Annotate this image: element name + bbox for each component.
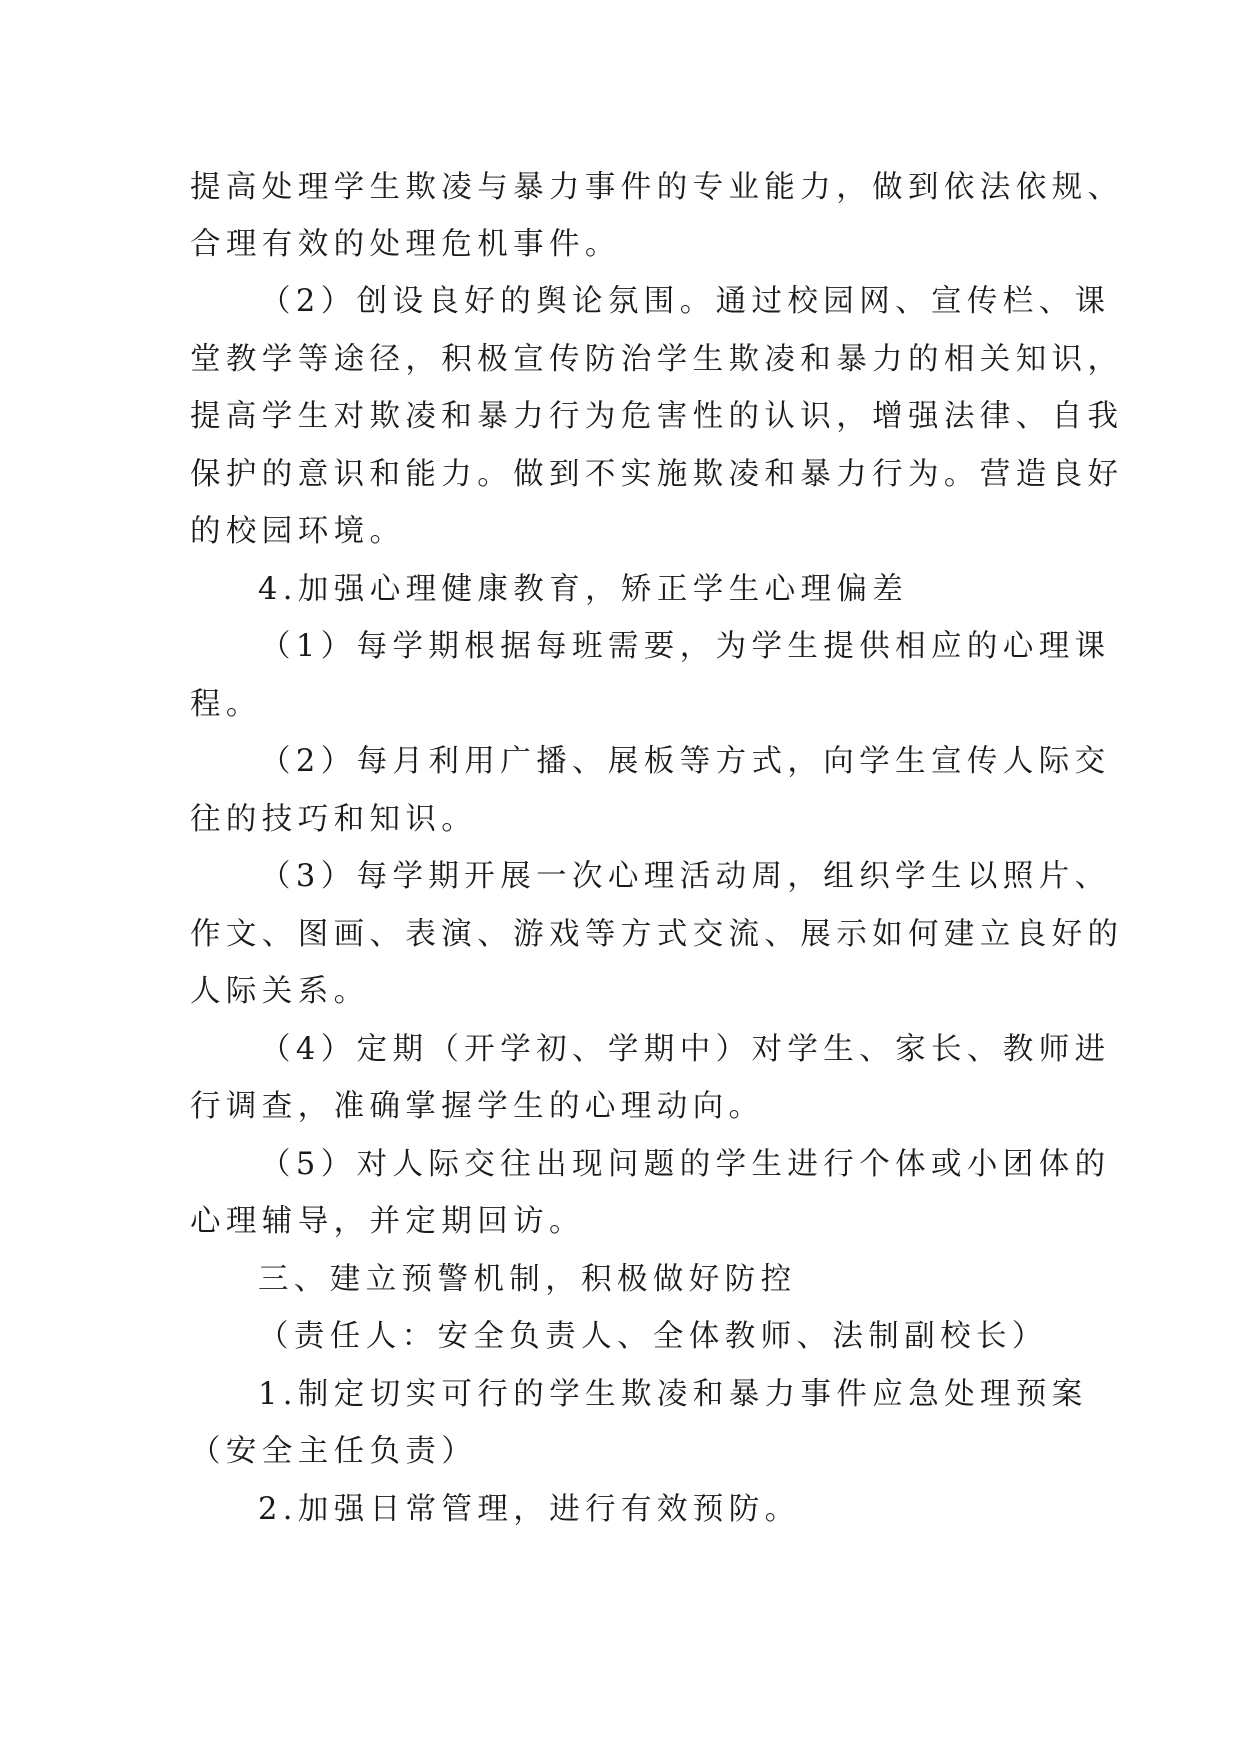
text-line: 堂教学等途径，积极宣传防治学生欺凌和暴力的相关知识， — [190, 342, 1124, 377]
text-line: （5）对人际交往出现问题的学生进行个体或小团体的 — [260, 1147, 1111, 1182]
text-line: 提高学生对欺凌和暴力行为危害性的认识，增强法律、自我 — [190, 399, 1124, 434]
text-line: 提高处理学生欺凌与暴力事件的专业能力，做到依法依规、 — [190, 170, 1124, 205]
text-line: 保护的意识和能力。做到不实施欺凌和暴力行为。营造良好 — [190, 457, 1124, 492]
section-heading: 4.加强心理健康教育，矫正学生心理偏差 — [258, 572, 909, 607]
text-line: （2）创设良好的舆论氛围。通过校园网、宣传栏、课 — [260, 284, 1111, 319]
text-line: 的校园环境。 — [190, 514, 406, 549]
text-line: 人际关系。 — [190, 974, 370, 1009]
text-line: 心理辅导，并定期回访。 — [190, 1204, 585, 1239]
text-line: 1.制定切实可行的学生欺凌和暴力事件应急处理预案 — [258, 1377, 1088, 1412]
section-heading: 三、建立预警机制，积极做好防控 — [258, 1262, 797, 1297]
text-line: 合理有效的处理危机事件。 — [190, 227, 621, 262]
text-line: 行调查，准确掌握学生的心理动向。 — [190, 1089, 765, 1124]
text-line: （1）每学期根据每班需要，为学生提供相应的心理课 — [260, 629, 1111, 664]
text-line: （2）每月利用广播、展板等方式，向学生宣传人际交 — [260, 744, 1111, 779]
text-line: 往的技巧和知识。 — [190, 802, 478, 837]
text-line: （4）定期（开学初、学期中）对学生、家长、教师进 — [260, 1032, 1111, 1067]
text-line: （责任人：安全负责人、全体教师、法制副校长） — [258, 1319, 1048, 1354]
text-line: 2.加强日常管理，进行有效预防。 — [258, 1492, 801, 1527]
text-line: （3）每学期开展一次心理活动周，组织学生以照片、 — [260, 859, 1111, 894]
text-line: 作文、图画、表演、游戏等方式交流、展示如何建立良好的 — [190, 917, 1124, 952]
text-line: （安全主任负责） — [190, 1434, 478, 1469]
text-line: 程。 — [190, 687, 262, 722]
